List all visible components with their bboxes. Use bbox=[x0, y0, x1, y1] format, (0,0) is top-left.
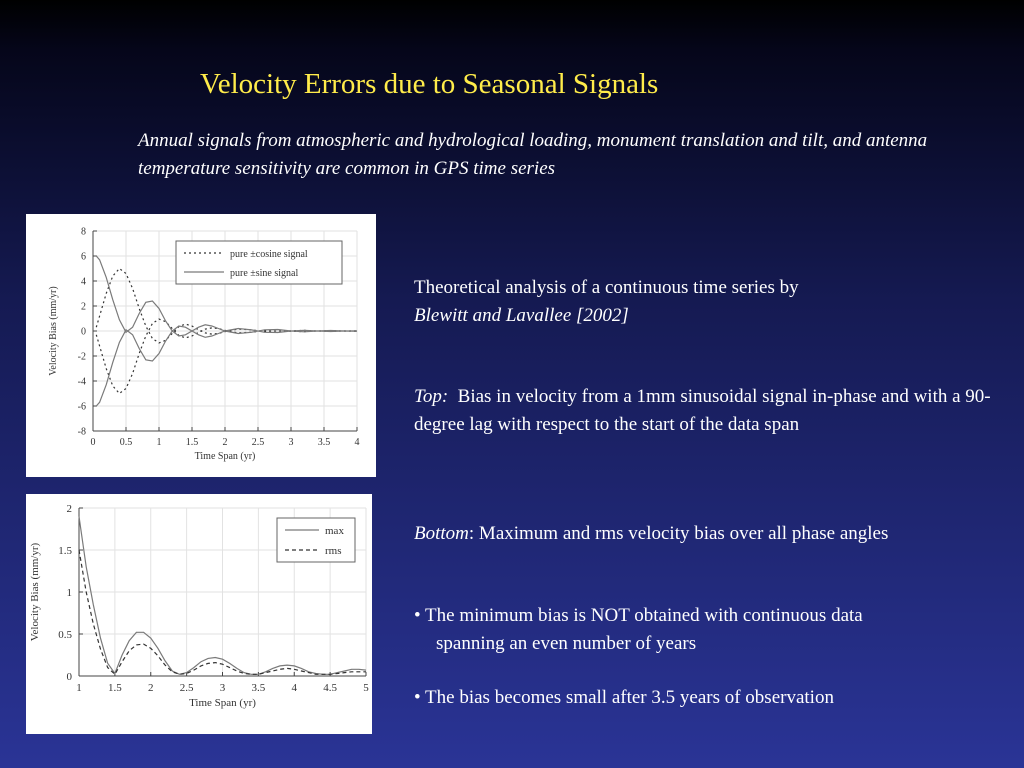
x-tick-label: 1 bbox=[76, 682, 82, 694]
x-tick-label: 3.5 bbox=[251, 682, 266, 694]
x-tick-label: 2.5 bbox=[179, 682, 194, 694]
x-tick-label: 3 bbox=[288, 437, 294, 448]
legend-label: max bbox=[325, 525, 344, 537]
y-tick-label: -4 bbox=[77, 376, 86, 388]
x-tick-label: 0.5 bbox=[119, 437, 133, 448]
bottom-text: : Maximum and rms velocity bias over all phase angles bbox=[468, 523, 889, 544]
bullet-1-line-1: • The minimum bias is NOT obtained with continuous data bbox=[414, 605, 863, 626]
legend-label: pure ±sine signal bbox=[230, 268, 299, 279]
bottom-chart bbox=[26, 494, 372, 734]
top-chart bbox=[26, 214, 376, 477]
y-tick-label: 2 bbox=[66, 502, 72, 515]
y-tick-label: -2 bbox=[77, 351, 86, 363]
y-tick-label: 4 bbox=[81, 276, 86, 288]
x-tick-label: 2 bbox=[222, 437, 228, 448]
y-axis-title: Velocity Bias (mm/yr) bbox=[29, 542, 41, 642]
x-tick-label: 3.5 bbox=[317, 437, 331, 448]
x-tick-label: 5 bbox=[363, 682, 369, 694]
top-description bbox=[414, 383, 1014, 439]
x-tick-label: 1.5 bbox=[185, 437, 199, 448]
slide-subtitle: Annual signals from atmospheric and hydrological loading, monument translation and tilt, and antenna temperature sensitivity are common in GPS time series bbox=[138, 130, 928, 179]
reference-line-2: Blewitt and Lavallee [2002] bbox=[414, 305, 629, 326]
x-tick-label: 2.5 bbox=[251, 437, 265, 448]
bullet-2: • The bias becomes small after 3.5 years of observation bbox=[414, 687, 834, 708]
y-tick-label: 1.5 bbox=[58, 544, 72, 557]
y-tick-label: 0 bbox=[66, 670, 72, 683]
x-tick-label: 0 bbox=[90, 437, 96, 448]
y-tick-label: 6 bbox=[81, 251, 86, 263]
x-axis-title: Time Span (yr) bbox=[189, 697, 256, 709]
legend-label: pure ±cosine signal bbox=[230, 249, 308, 260]
y-tick-label: 1 bbox=[66, 586, 72, 599]
y-tick-label: -6 bbox=[77, 401, 86, 413]
bottom-description bbox=[414, 520, 1014, 548]
x-tick-label: 1.5 bbox=[108, 682, 122, 694]
y-tick-label: 8 bbox=[81, 226, 86, 238]
x-tick-label: 4 bbox=[291, 682, 297, 694]
legend-label: rms bbox=[325, 545, 342, 557]
x-tick-label: 4.5 bbox=[323, 682, 337, 694]
y-tick-label: 0 bbox=[81, 326, 86, 338]
bullet-1-line-2: spanning an even number of years bbox=[436, 633, 697, 654]
x-axis-title: Time Span (yr) bbox=[194, 451, 256, 462]
top-chart-panel bbox=[26, 214, 376, 477]
y-axis-title: Velocity Bias (mm/yr) bbox=[48, 286, 59, 376]
y-tick-label: 2 bbox=[81, 301, 86, 313]
x-tick-label: 1 bbox=[156, 437, 162, 448]
bottom-chart-panel bbox=[26, 494, 372, 734]
top-label: Top: bbox=[414, 386, 449, 407]
y-tick-label: 0.5 bbox=[58, 628, 72, 641]
bottom-label: Bottom bbox=[414, 523, 469, 544]
reference-line-1: Theoretical analysis of a continuous time series by bbox=[414, 277, 799, 298]
y-tick-label: -8 bbox=[77, 426, 86, 438]
top-text: Bias in velocity from a 1mm sinusoidal signal in-phase and with a 90-degree lag with respect to the start of the data span bbox=[414, 386, 991, 435]
x-tick-label: 4 bbox=[354, 437, 360, 448]
x-tick-label: 2 bbox=[148, 682, 154, 694]
slide-title: Velocity Errors due to Seasonal Signals bbox=[200, 68, 659, 100]
x-tick-label: 3 bbox=[219, 682, 226, 694]
